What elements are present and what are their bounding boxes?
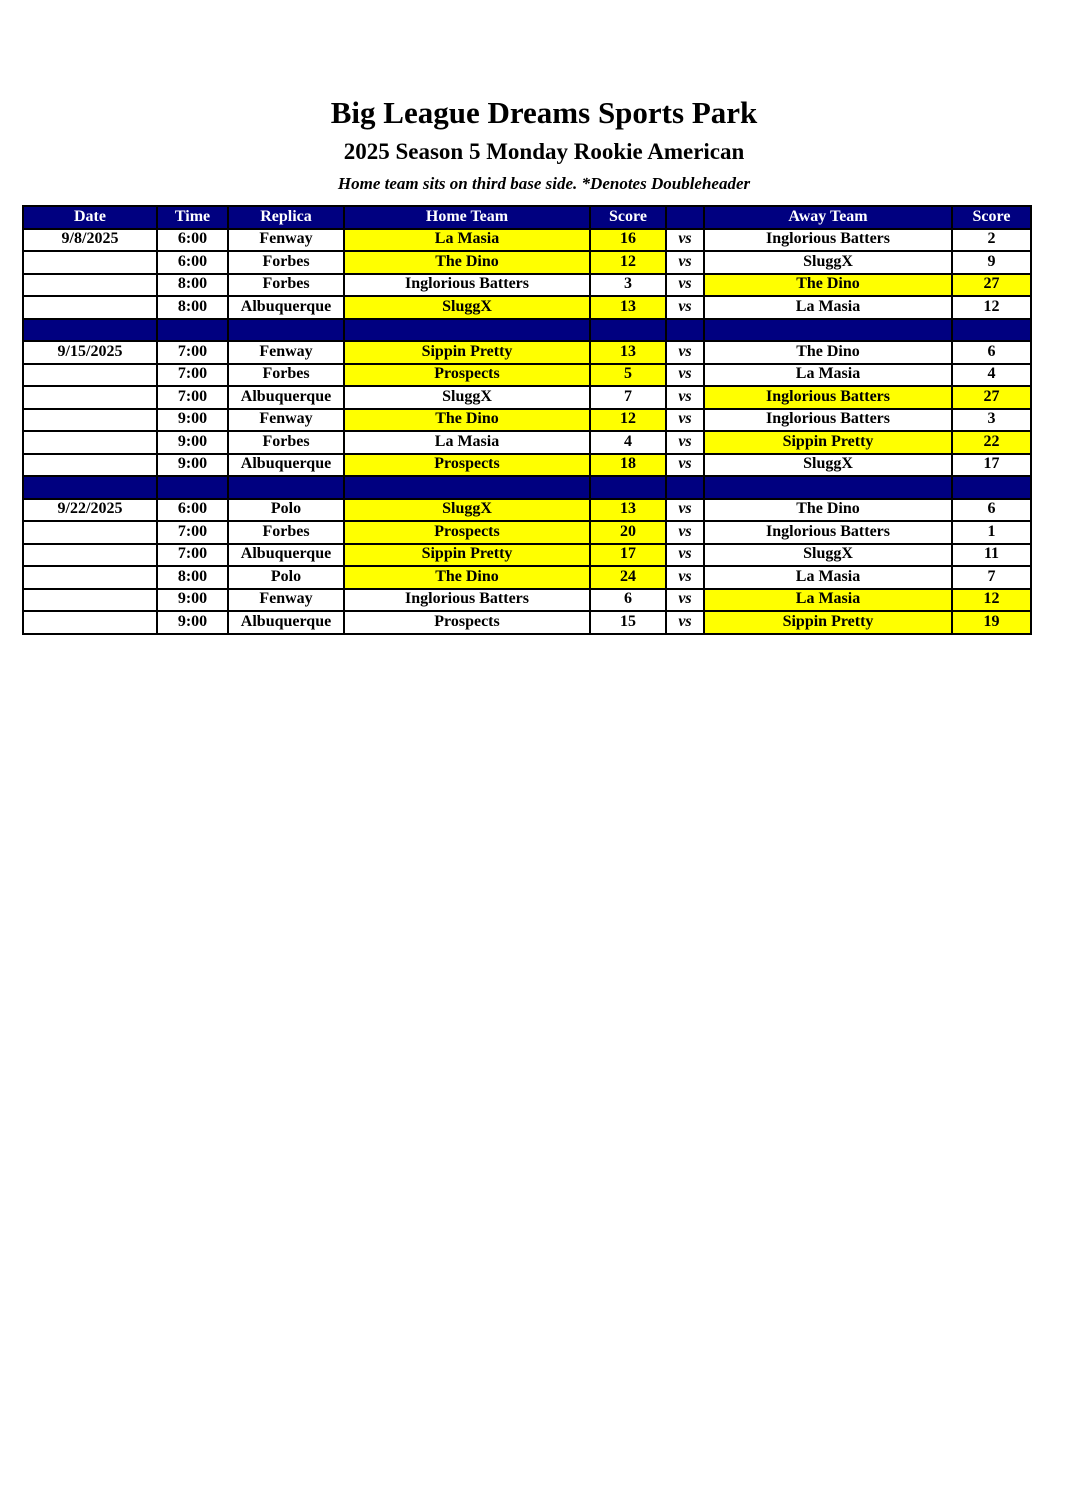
vs-cell: vs — [666, 274, 704, 297]
home-team-cell: Inglorious Batters — [344, 274, 590, 297]
away-score-cell: 22 — [952, 431, 1031, 454]
away-score-cell: 6 — [952, 499, 1031, 522]
away-score-cell: 19 — [952, 611, 1031, 634]
home-team-cell: Sippin Pretty — [344, 544, 590, 567]
away-score-cell: 9 — [952, 251, 1031, 274]
col-header-home-team: Home Team — [344, 206, 590, 229]
date-separator-row — [23, 319, 1031, 342]
game-row — [23, 521, 1031, 544]
time-cell: 8:00 — [157, 274, 228, 297]
game-row — [23, 251, 1031, 274]
replica-cell: Polo — [228, 566, 344, 589]
vs-cell: vs — [666, 431, 704, 454]
separator-cell — [228, 476, 344, 499]
home-score-cell: 20 — [590, 521, 666, 544]
home-team-cell: Inglorious Batters — [344, 589, 590, 612]
col-header-replica: Replica — [228, 206, 344, 229]
time-cell: 7:00 — [157, 341, 228, 364]
game-row — [23, 611, 1031, 634]
home-team-cell: Prospects — [344, 454, 590, 477]
away-score-cell: 3 — [952, 409, 1031, 432]
home-score-cell: 3 — [590, 274, 666, 297]
replica-cell: Albuquerque — [228, 296, 344, 319]
time-cell: 9:00 — [157, 431, 228, 454]
vs-cell: vs — [666, 589, 704, 612]
separator-cell — [157, 319, 228, 342]
date-cell — [23, 386, 157, 409]
away-team-cell: The Dino — [704, 341, 952, 364]
home-team-cell: La Masia — [344, 229, 590, 252]
separator-cell — [344, 319, 590, 342]
home-team-cell: Sippin Pretty — [344, 341, 590, 364]
date-cell — [23, 589, 157, 612]
replica-cell: Fenway — [228, 229, 344, 252]
separator-cell — [704, 476, 952, 499]
date-cell — [23, 521, 157, 544]
separator-cell — [666, 476, 704, 499]
replica-cell: Forbes — [228, 251, 344, 274]
date-cell — [23, 251, 157, 274]
col-header-away-team: Away Team — [704, 206, 952, 229]
separator-cell — [666, 319, 704, 342]
away-team-cell: SluggX — [704, 251, 952, 274]
col-header-time: Time — [157, 206, 228, 229]
game-row — [23, 386, 1031, 409]
away-score-cell: 12 — [952, 589, 1031, 612]
home-score-cell: 4 — [590, 431, 666, 454]
separator-cell — [704, 319, 952, 342]
vs-cell: vs — [666, 386, 704, 409]
vs-cell: vs — [666, 364, 704, 387]
away-score-cell: 27 — [952, 274, 1031, 297]
date-cell — [23, 364, 157, 387]
replica-cell: Polo — [228, 499, 344, 522]
replica-cell: Forbes — [228, 364, 344, 387]
date-cell — [23, 611, 157, 634]
home-team-cell: La Masia — [344, 431, 590, 454]
game-row — [23, 341, 1031, 364]
game-row — [23, 296, 1031, 319]
away-team-cell: La Masia — [704, 296, 952, 319]
home-team-cell: SluggX — [344, 386, 590, 409]
home-team-cell: Prospects — [344, 364, 590, 387]
time-cell: 9:00 — [157, 589, 228, 612]
replica-cell: Forbes — [228, 274, 344, 297]
away-team-cell: The Dino — [704, 499, 952, 522]
away-team-cell: The Dino — [704, 274, 952, 297]
vs-cell: vs — [666, 341, 704, 364]
separator-cell — [23, 319, 157, 342]
away-score-cell: 17 — [952, 454, 1031, 477]
replica-cell: Fenway — [228, 341, 344, 364]
time-cell: 7:00 — [157, 364, 228, 387]
home-score-cell: 17 — [590, 544, 666, 567]
vs-cell: vs — [666, 611, 704, 634]
away-team-cell: Inglorious Batters — [704, 409, 952, 432]
home-team-cell: The Dino — [344, 251, 590, 274]
time-cell: 6:00 — [157, 499, 228, 522]
away-team-cell: La Masia — [704, 364, 952, 387]
home-team-cell: Prospects — [344, 611, 590, 634]
away-team-cell: SluggX — [704, 544, 952, 567]
game-row — [23, 589, 1031, 612]
away-score-cell: 27 — [952, 386, 1031, 409]
home-score-cell: 12 — [590, 251, 666, 274]
game-row — [23, 454, 1031, 477]
time-cell: 6:00 — [157, 229, 228, 252]
home-score-cell: 13 — [590, 341, 666, 364]
date-cell — [23, 274, 157, 297]
game-row — [23, 364, 1031, 387]
time-cell: 9:00 — [157, 611, 228, 634]
separator-cell — [157, 476, 228, 499]
date-cell — [23, 409, 157, 432]
date-cell: 9/22/2025 — [23, 499, 157, 522]
home-score-cell: 12 — [590, 409, 666, 432]
schedule-table — [22, 205, 1032, 635]
home-team-cell: SluggX — [344, 499, 590, 522]
date-cell: 9/8/2025 — [23, 229, 157, 252]
time-cell: 7:00 — [157, 544, 228, 567]
game-row — [23, 409, 1031, 432]
time-cell: 8:00 — [157, 566, 228, 589]
away-score-cell: 6 — [952, 341, 1031, 364]
col-header-date: Date — [23, 206, 157, 229]
date-cell — [23, 296, 157, 319]
replica-cell: Forbes — [228, 431, 344, 454]
home-score-cell: 5 — [590, 364, 666, 387]
date-cell: 9/15/2025 — [23, 341, 157, 364]
separator-cell — [952, 476, 1031, 499]
home-score-cell: 7 — [590, 386, 666, 409]
home-score-cell: 13 — [590, 296, 666, 319]
replica-cell: Fenway — [228, 409, 344, 432]
vs-cell: vs — [666, 566, 704, 589]
home-score-cell: 6 — [590, 589, 666, 612]
vs-cell: vs — [666, 409, 704, 432]
replica-cell: Fenway — [228, 589, 344, 612]
game-row — [23, 431, 1031, 454]
away-team-cell: La Masia — [704, 589, 952, 612]
away-score-cell: 4 — [952, 364, 1031, 387]
replica-cell: Albuquerque — [228, 386, 344, 409]
col-header-vs — [666, 206, 704, 229]
col-header-away-score: Score — [952, 206, 1031, 229]
vs-cell: vs — [666, 499, 704, 522]
vs-cell: vs — [666, 454, 704, 477]
home-score-cell: 15 — [590, 611, 666, 634]
separator-cell — [228, 319, 344, 342]
away-team-cell: Sippin Pretty — [704, 431, 952, 454]
replica-cell: Albuquerque — [228, 544, 344, 567]
time-cell: 9:00 — [157, 409, 228, 432]
separator-cell — [23, 476, 157, 499]
game-row — [23, 544, 1031, 567]
game-row — [23, 499, 1031, 522]
vs-cell: vs — [666, 521, 704, 544]
date-cell — [23, 544, 157, 567]
date-cell — [23, 566, 157, 589]
game-row — [23, 229, 1031, 252]
separator-cell — [590, 319, 666, 342]
time-cell: 7:00 — [157, 386, 228, 409]
home-team-cell: Prospects — [344, 521, 590, 544]
date-cell — [23, 454, 157, 477]
vs-cell: vs — [666, 251, 704, 274]
home-team-cell: SluggX — [344, 296, 590, 319]
replica-cell: Albuquerque — [228, 454, 344, 477]
away-score-cell: 2 — [952, 229, 1031, 252]
away-score-cell: 7 — [952, 566, 1031, 589]
header-row — [23, 206, 1031, 229]
home-team-cell: The Dino — [344, 566, 590, 589]
page-subtitle: 2025 Season 5 Monday Rookie American — [343, 139, 745, 165]
away-team-cell: Inglorious Batters — [704, 229, 952, 252]
away-team-cell: La Masia — [704, 566, 952, 589]
separator-cell — [590, 476, 666, 499]
away-team-cell: Inglorious Batters — [704, 521, 952, 544]
game-row — [23, 566, 1031, 589]
replica-cell: Forbes — [228, 521, 344, 544]
away-team-cell: Inglorious Batters — [704, 386, 952, 409]
away-team-cell: Sippin Pretty — [704, 611, 952, 634]
schedule-body — [23, 229, 1031, 634]
page-title: Big League Dreams Sports Park — [330, 95, 758, 130]
home-score-cell: 24 — [590, 566, 666, 589]
col-header-home-score: Score — [590, 206, 666, 229]
away-score-cell: 11 — [952, 544, 1031, 567]
vs-cell: vs — [666, 229, 704, 252]
vs-cell: vs — [666, 296, 704, 319]
time-cell: 6:00 — [157, 251, 228, 274]
replica-cell: Albuquerque — [228, 611, 344, 634]
separator-cell — [952, 319, 1031, 342]
home-score-cell: 16 — [590, 229, 666, 252]
away-team-cell: SluggX — [704, 454, 952, 477]
home-team-cell: The Dino — [344, 409, 590, 432]
time-cell: 7:00 — [157, 521, 228, 544]
home-score-cell: 18 — [590, 454, 666, 477]
date-separator-row — [23, 476, 1031, 499]
home-score-cell: 13 — [590, 499, 666, 522]
time-cell: 8:00 — [157, 296, 228, 319]
time-cell: 9:00 — [157, 454, 228, 477]
date-cell — [23, 431, 157, 454]
vs-cell: vs — [666, 544, 704, 567]
away-score-cell: 12 — [952, 296, 1031, 319]
away-score-cell: 1 — [952, 521, 1031, 544]
separator-cell — [344, 476, 590, 499]
page-note: Home team sits on third base side. *Denotes Doubleheader — [337, 174, 751, 194]
game-row — [23, 274, 1031, 297]
